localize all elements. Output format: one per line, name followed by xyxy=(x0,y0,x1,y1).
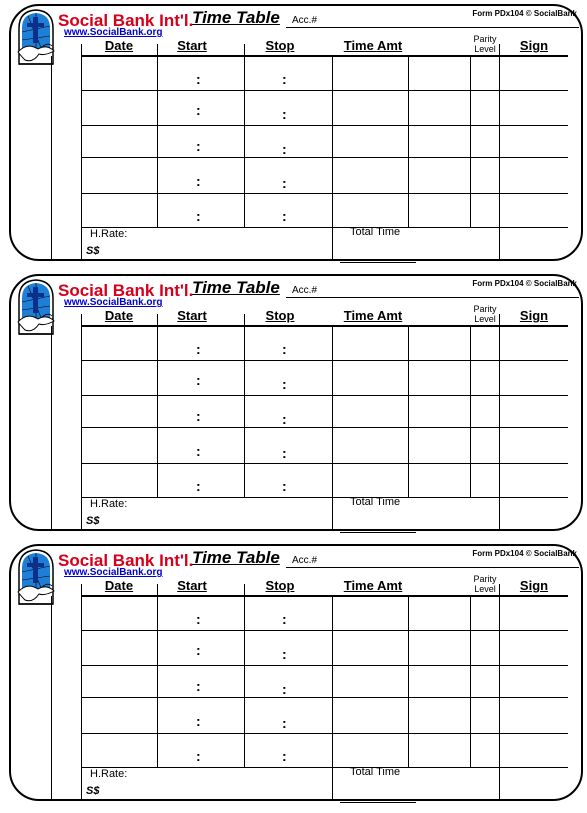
stop-timeamt-divider xyxy=(332,56,333,260)
stop-time-separator: : xyxy=(282,611,287,627)
row-divider xyxy=(81,90,568,91)
currency-label: S$ xyxy=(86,515,100,527)
website-link[interactable]: www.SocialBank.org xyxy=(64,27,163,38)
hourly-rate-label: H.Rate: xyxy=(90,768,128,780)
column-header-date: Date xyxy=(104,578,134,593)
row-divider xyxy=(81,733,568,734)
stop-time-separator: : xyxy=(282,175,287,191)
total-time-line[interactable] xyxy=(340,262,416,263)
timeamt-split-divider xyxy=(408,56,409,228)
start-time-separator: : xyxy=(196,713,201,729)
column-header-time-amt: Time Amt xyxy=(343,308,403,323)
brand-name: Social Bank Int'l. xyxy=(58,11,194,30)
start-time-separator: : xyxy=(196,173,201,189)
form-title: Time Table xyxy=(192,8,280,27)
stop-timeamt-divider xyxy=(332,596,333,800)
column-header-time-amt: Time Amt xyxy=(343,38,403,53)
header-underline xyxy=(81,595,568,597)
parity-left-divider xyxy=(470,56,471,228)
account-label: Acc.# xyxy=(292,285,318,296)
parity-left-divider xyxy=(470,596,471,768)
hourly-rate-label: H.Rate: xyxy=(90,498,128,510)
hourly-rate-label: H.Rate: xyxy=(90,228,128,240)
form-card xyxy=(9,4,583,261)
stained-glass-cross-dove-icon xyxy=(16,548,56,606)
row-divider xyxy=(81,463,568,464)
row-divider xyxy=(81,665,568,666)
stop-time-separator: : xyxy=(282,748,287,764)
timeamt-split-divider xyxy=(408,596,409,768)
total-time-line[interactable] xyxy=(340,532,416,533)
column-header-start: Start xyxy=(177,578,207,593)
total-time-label: Total Time xyxy=(350,496,401,508)
currency-label: S$ xyxy=(86,785,100,797)
start-time-separator: : xyxy=(196,678,201,694)
start-stop-divider xyxy=(244,314,245,498)
total-time-label: Total Time xyxy=(350,226,401,238)
margin-rule xyxy=(51,596,52,800)
row-divider xyxy=(81,157,568,158)
column-header-sign: Sign xyxy=(519,308,549,323)
total-time-line[interactable] xyxy=(340,802,416,803)
form-number: Form PDx104 © SocialBank xyxy=(472,549,577,558)
row-divider xyxy=(81,193,568,194)
start-stop-divider xyxy=(244,584,245,768)
start-time-separator: : xyxy=(196,443,201,459)
stop-timeamt-divider xyxy=(332,326,333,530)
column-header-date: Date xyxy=(104,38,134,53)
column-header-start: Start xyxy=(177,308,207,323)
column-header-time-amt: Time Amt xyxy=(343,578,403,593)
date-start-divider xyxy=(157,314,158,498)
column-header-start: Start xyxy=(177,38,207,53)
parity-left-divider xyxy=(470,326,471,498)
row-divider xyxy=(81,395,568,396)
stop-time-separator: : xyxy=(282,106,287,122)
account-field-line[interactable] xyxy=(286,567,579,568)
currency-label: S$ xyxy=(86,245,100,257)
stop-time-separator: : xyxy=(282,478,287,494)
row-divider xyxy=(81,497,568,498)
stop-time-separator: : xyxy=(282,208,287,224)
start-time-separator: : xyxy=(196,208,201,224)
stop-time-separator: : xyxy=(282,646,287,662)
stop-time-separator: : xyxy=(282,71,287,87)
date-start-divider xyxy=(157,44,158,228)
start-time-separator: : xyxy=(196,611,201,627)
column-header-sign: Sign xyxy=(519,38,549,53)
form-card xyxy=(9,544,583,801)
form-title: Time Table xyxy=(192,278,280,297)
website-link[interactable]: www.SocialBank.org xyxy=(64,567,163,578)
start-stop-divider xyxy=(244,44,245,228)
start-time-separator: : xyxy=(196,748,201,764)
start-time-separator: : xyxy=(196,341,201,357)
start-time-separator: : xyxy=(196,372,201,388)
column-header-stop: Stop xyxy=(265,308,295,323)
account-field-line[interactable] xyxy=(286,27,579,28)
website-link[interactable]: www.SocialBank.org xyxy=(64,297,163,308)
column-header-parity-level: Parity Level xyxy=(473,304,497,324)
row-divider xyxy=(81,697,568,698)
row-divider xyxy=(81,630,568,631)
column-header-sign: Sign xyxy=(519,578,549,593)
timeamt-split-divider xyxy=(408,326,409,498)
start-time-separator: : xyxy=(196,478,201,494)
date-start-divider xyxy=(157,584,158,768)
margin-rule xyxy=(51,56,52,260)
account-label: Acc.# xyxy=(292,555,318,566)
start-time-separator: : xyxy=(196,138,201,154)
stop-time-separator: : xyxy=(282,445,287,461)
stained-glass-cross-dove-icon xyxy=(16,278,56,336)
form-number: Form PDx104 © SocialBank xyxy=(472,9,577,18)
account-label: Acc.# xyxy=(292,15,318,26)
margin-rule xyxy=(51,326,52,530)
header-underline xyxy=(81,325,568,327)
account-field-line[interactable] xyxy=(286,297,579,298)
row-divider xyxy=(81,227,568,228)
column-header-parity-level: Parity Level xyxy=(473,574,497,594)
form-number: Form PDx104 © SocialBank xyxy=(472,279,577,288)
column-header-parity-level: Parity Level xyxy=(473,34,497,54)
stop-time-separator: : xyxy=(282,411,287,427)
row-divider xyxy=(81,360,568,361)
stop-time-separator: : xyxy=(282,341,287,357)
total-time-label: Total Time xyxy=(350,766,401,778)
stop-time-separator: : xyxy=(282,141,287,157)
stained-glass-cross-dove-icon xyxy=(16,8,56,66)
stop-time-separator: : xyxy=(282,715,287,731)
form-title: Time Table xyxy=(192,548,280,567)
stop-time-separator: : xyxy=(282,376,287,392)
brand-name: Social Bank Int'l. xyxy=(58,281,194,300)
stop-time-separator: : xyxy=(282,681,287,697)
start-time-separator: : xyxy=(196,102,201,118)
row-divider xyxy=(81,767,568,768)
column-header-stop: Stop xyxy=(265,578,295,593)
header-underline xyxy=(81,55,568,57)
column-header-stop: Stop xyxy=(265,38,295,53)
brand-name: Social Bank Int'l. xyxy=(58,551,194,570)
start-time-separator: : xyxy=(196,642,201,658)
start-time-separator: : xyxy=(196,71,201,87)
row-divider xyxy=(81,125,568,126)
column-header-date: Date xyxy=(104,308,134,323)
start-time-separator: : xyxy=(196,408,201,424)
form-card xyxy=(9,274,583,531)
row-divider xyxy=(81,427,568,428)
